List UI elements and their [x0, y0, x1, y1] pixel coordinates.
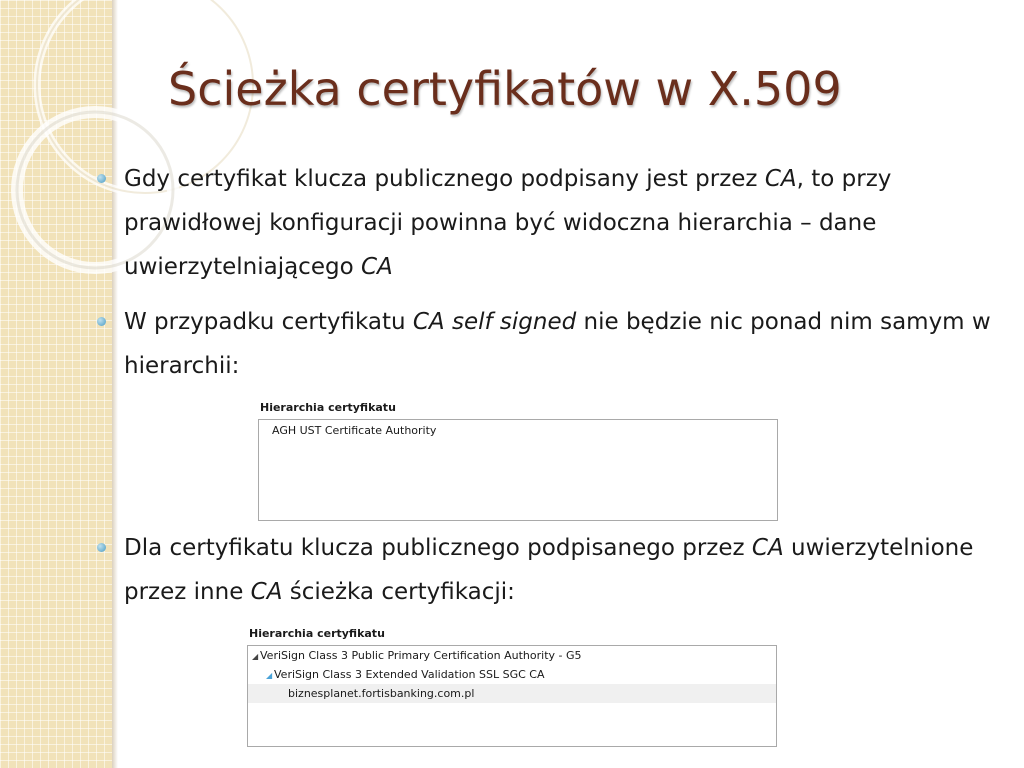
bullet-text: nie będzie nic ponad nim samym w hierarchii: [124, 309, 991, 379]
bullet-text: , to przy prawidłowej konfiguracji powinna być widoczna hierarchia – dane uwierzytelniającego [124, 166, 892, 280]
bullet-text: W przypadku certyfikatu [124, 309, 413, 335]
tree-item-label: VeriSign Class 3 Extended Validation SSL SGC CA [274, 668, 545, 681]
bullet-emphasis: CA [751, 535, 784, 561]
tree-item-root[interactable] [248, 646, 776, 665]
bullet-emphasis: CA [360, 254, 393, 280]
bullet-icon [97, 317, 106, 326]
hierarchy-tree[interactable] [247, 645, 777, 747]
panel-heading: Hierarchia certyfikatu [249, 627, 385, 640]
certificate-hierarchy-panel-self-signed [258, 400, 778, 521]
bullet-text: ścieżka certyfikacji: [282, 579, 515, 605]
bullet-text: uwierzytelnione przez inne [124, 535, 974, 605]
tree-item-leaf[interactable] [248, 684, 776, 703]
bullet-emphasis: CA [764, 166, 797, 192]
bullet-icon [97, 543, 106, 552]
certificate-hierarchy-panel-chain [247, 626, 777, 747]
tree-item-label: AGH UST Certificate Authority [272, 424, 437, 437]
bullet-text: Dla certyfikatu klucza publicznego podpisanego przez [124, 535, 752, 561]
tree-item-intermediate[interactable] [248, 665, 776, 684]
tree-item-label: VeriSign Class 3 Public Primary Certification Authority - G5 [260, 649, 582, 662]
panel-heading: Hierarchia certyfikatu [260, 401, 396, 414]
hierarchy-tree[interactable] [258, 419, 778, 521]
bullet-emphasis: CA [250, 579, 283, 605]
bullet-text: Gdy certyfikat klucza publicznego podpisany jest przez [124, 166, 765, 192]
bullet-item [124, 526, 1014, 614]
slide-title: Ścieżka certyfikatów w X.509 [168, 62, 842, 116]
tree-item[interactable] [259, 421, 777, 440]
expanded-arrow-icon[interactable]: ◢ [252, 652, 259, 661]
bullet-emphasis: CA self signed [412, 309, 577, 335]
bullet-item [124, 157, 1014, 289]
bullet-item [124, 300, 1014, 388]
bullet-icon [97, 174, 106, 183]
tree-item-label: biznesplanet.fortisbanking.com.pl [288, 687, 475, 700]
expanded-arrow-icon[interactable]: ◢ [266, 671, 273, 680]
